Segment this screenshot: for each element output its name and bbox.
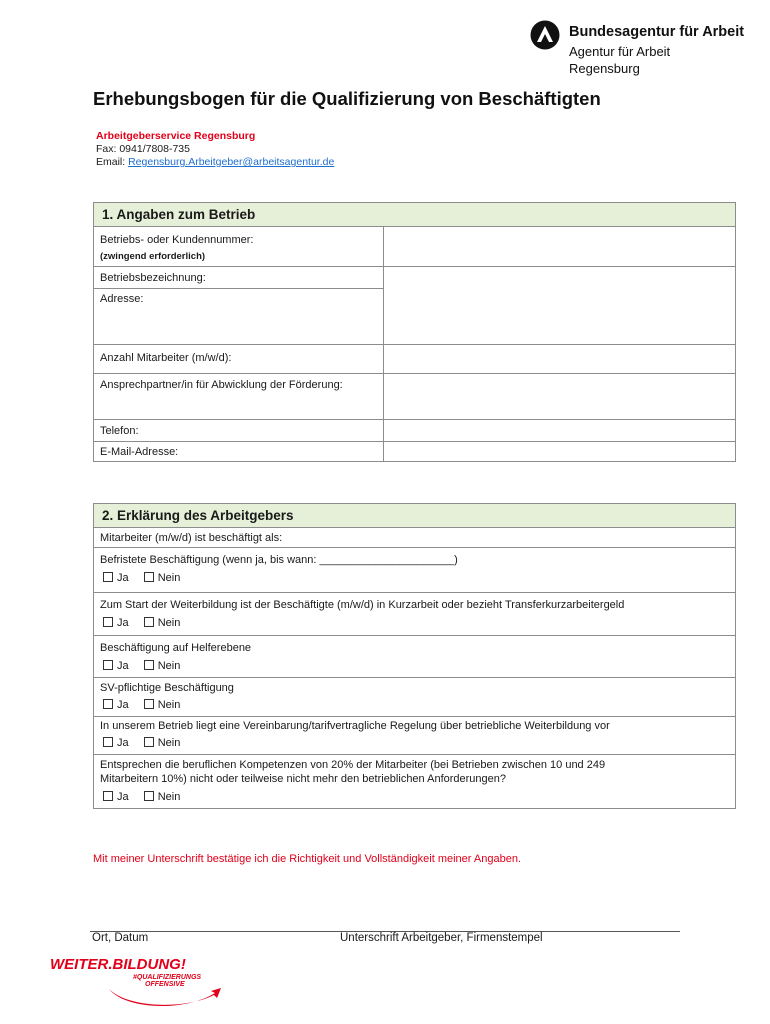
contact-email-line — [96, 156, 334, 169]
yes-label: Ja — [117, 617, 129, 629]
yes-label: Ja — [117, 660, 129, 672]
contact-email-label: Email: — [96, 156, 129, 168]
swoosh-arrow-icon — [107, 983, 222, 1013]
email-field[interactable] — [384, 442, 736, 462]
question-short-time — [94, 593, 736, 636]
helper-level-no[interactable] — [144, 660, 181, 672]
checkbox-icon — [144, 699, 154, 709]
required-note: (zwingend erforderlich) — [100, 251, 206, 262]
employer-signature-label: Unterschrift Arbeitgeber, Firmenstempel — [340, 932, 543, 944]
question-fixed-term — [94, 548, 736, 593]
customer-number-label — [94, 227, 384, 267]
company-info-table — [93, 202, 736, 462]
contact-person-field[interactable] — [384, 374, 736, 420]
checkbox-icon — [103, 699, 113, 709]
question-competencies-line2: Mitarbeitern 10%) nicht oder teilweise nicht mehr den betrieblichen Anforderungen? — [100, 773, 507, 785]
customer-number-field[interactable] — [384, 227, 736, 267]
contact-person-label: Ansprechpartner/in für Abwicklung der Förderung: — [94, 374, 384, 420]
question-agreement-text: In unserem Betrieb liegt eine Vereinbarung/tarifvertragliche Regelung über betriebliche Weiterbildung vor — [100, 720, 610, 732]
checkbox-icon — [103, 617, 113, 627]
yes-label: Ja — [117, 572, 129, 584]
contact-fax: Fax: 0941/7808-735 — [96, 143, 190, 155]
ba-logo-icon — [530, 20, 560, 50]
sv-no[interactable] — [144, 699, 181, 711]
checkbox-icon — [103, 791, 113, 801]
checkbox-icon — [144, 572, 154, 582]
page-title: Erhebungsbogen für die Qualifizierung von Beschäftigten — [93, 88, 601, 109]
confirmation-text: Mit meiner Unterschrift bestätige ich die Richtigkeit und Vollständigkeit meiner Angaben. — [93, 853, 522, 865]
section1-heading: 1. Angaben zum Betrieb — [94, 203, 736, 227]
agency-sub2: Regensburg — [569, 61, 640, 76]
question-competencies — [94, 755, 736, 809]
question-short-time-text: Zum Start der Weiterbildung ist der Beschäftigte (m/w/d) in Kurzarbeit oder bezieht Transferkurzarbeitergeld — [100, 599, 625, 611]
fixed-term-options — [100, 572, 729, 584]
question-competencies-line1: Entsprechen die beruflichen Kompetenzen von 20% der Mitarbeiter (bei Betrieben zwischen 10 und 249 — [100, 759, 606, 771]
address-label: Adresse: — [94, 289, 384, 345]
employment-intro: Mitarbeiter (m/w/d) ist beschäftigt als: — [94, 528, 736, 548]
helper-level-yes[interactable] — [103, 660, 129, 672]
place-date-label: Ort, Datum — [92, 932, 149, 944]
no-label: Nein — [157, 699, 181, 711]
email-label: E-Mail-Adresse: — [94, 442, 384, 462]
question-sv-text: SV-pflichtige Beschäftigung — [100, 682, 234, 694]
checkbox-icon — [144, 660, 154, 670]
weiterbildung-logo — [45, 953, 225, 1013]
phone-field[interactable] — [384, 420, 736, 442]
no-label: Nein — [157, 617, 181, 629]
phone-label: Telefon: — [94, 420, 384, 442]
question-helper-level — [94, 636, 736, 678]
employees-field[interactable] — [384, 345, 736, 374]
yes-label: Ja — [117, 737, 129, 749]
agency-name: Bundesagentur für Arbeit — [569, 24, 745, 40]
checkbox-icon — [144, 737, 154, 747]
sv-options — [100, 699, 729, 711]
customer-number-text: Betriebs- oder Kundennummer: — [100, 234, 254, 246]
fixed-term-no[interactable] — [144, 572, 181, 584]
agreement-options — [100, 737, 729, 749]
yes-label: Ja — [117, 791, 129, 803]
checkbox-icon — [103, 737, 113, 747]
no-label: Nein — [157, 660, 181, 672]
question-agreement — [94, 717, 736, 755]
sv-yes[interactable] — [103, 699, 129, 711]
no-label: Nein — [157, 737, 181, 749]
employer-declaration-table — [93, 503, 736, 809]
checkbox-icon — [144, 617, 154, 627]
no-label: Nein — [157, 791, 181, 803]
no-label: Nein — [157, 572, 181, 584]
checkbox-icon — [144, 791, 154, 801]
question-helper-level-text: Beschäftigung auf Helferebene — [100, 642, 252, 654]
weiterbildung-sub1: #QUALIFIZIERUNGS — [133, 974, 202, 981]
competencies-no[interactable] — [144, 790, 181, 804]
competencies-options — [100, 790, 729, 804]
question-fixed-term-text: Befristete Beschäftigung (wenn ja, bis wann: ______________________) — [100, 554, 458, 566]
short-time-yes[interactable] — [103, 617, 129, 629]
short-time-options — [100, 617, 729, 629]
contact-block — [96, 130, 334, 169]
company-name-label: Betriebsbezeichnung: — [94, 267, 384, 289]
weiterbildung-sub2: OFFENSIVE — [145, 981, 185, 988]
agreement-yes[interactable] — [103, 737, 129, 749]
agency-logo — [530, 18, 760, 78]
short-time-no[interactable] — [144, 617, 181, 629]
company-address-field[interactable] — [384, 267, 736, 345]
checkbox-icon — [103, 572, 113, 582]
helper-level-options — [100, 660, 729, 672]
yes-label: Ja — [117, 699, 129, 711]
agreement-no[interactable] — [144, 737, 181, 749]
agency-sub1: Agentur für Arbeit — [569, 44, 671, 59]
checkbox-icon — [103, 660, 113, 670]
competencies-yes[interactable] — [103, 790, 129, 804]
fixed-term-yes[interactable] — [103, 572, 129, 584]
contact-org: Arbeitgeberservice Regensburg — [96, 130, 256, 142]
weiterbildung-title: WEITER.BILDUNG! — [50, 956, 186, 973]
contact-email-link[interactable]: Regensburg.Arbeitgeber@arbeitsagentur.de — [128, 156, 335, 168]
section2-heading: 2. Erklärung des Arbeitgebers — [94, 504, 736, 528]
question-sv — [94, 678, 736, 717]
employees-label: Anzahl Mitarbeiter (m/w/d): — [94, 345, 384, 374]
